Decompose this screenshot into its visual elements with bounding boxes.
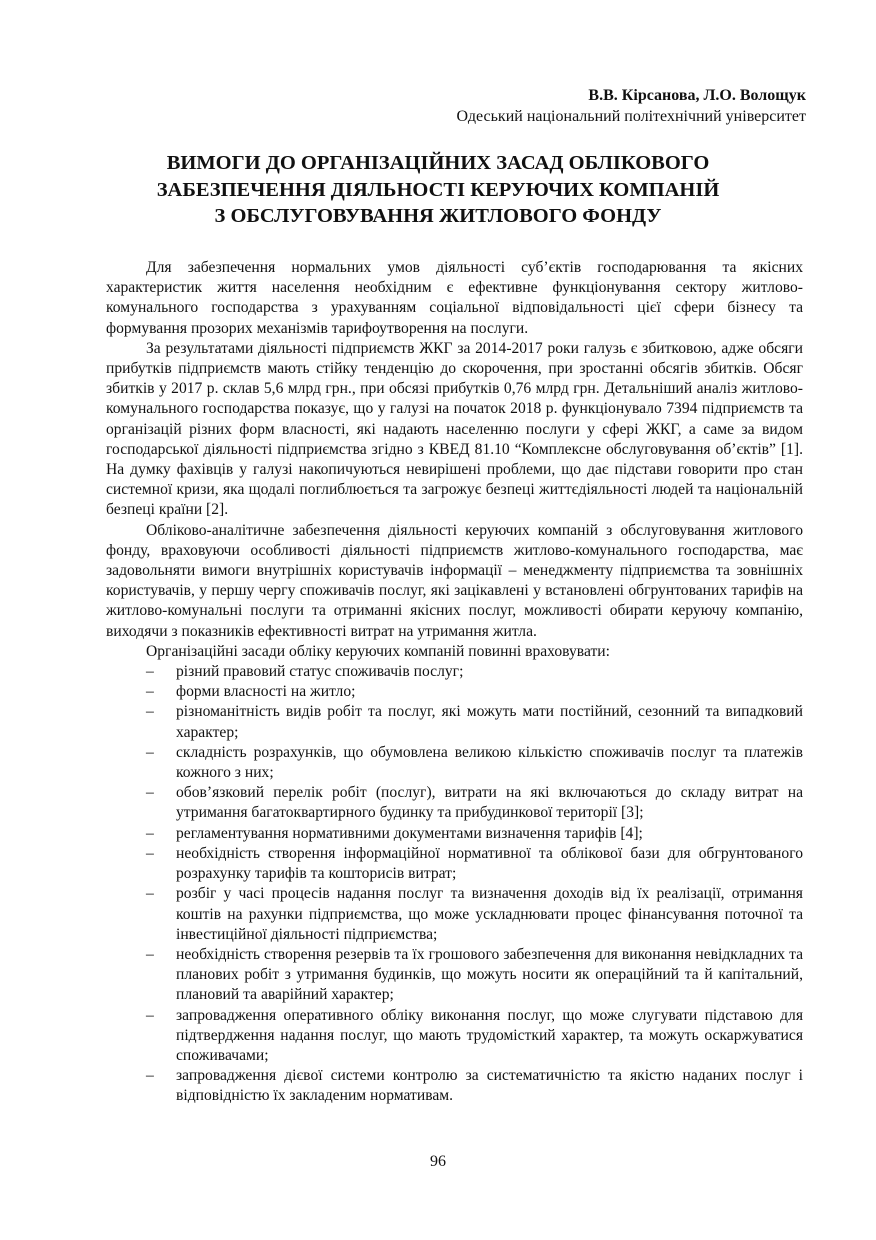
list-item: [106, 662, 803, 682]
list-item: [106, 1066, 803, 1106]
list-item-text: регламентування нормативними документами визначення тарифів [4];: [176, 824, 643, 842]
list-item-text: розбіг у часі процесів надання послуг та визначення доходів від їх реалізації, отримання коштів на рахунки підприємства, що може ускладнювати процес фінансування поточної та інвестиційної діяльності підприємства;: [176, 885, 803, 943]
list-item-text: різний правовий статус споживачів послуг;: [176, 663, 464, 681]
paragraph: Обліково-аналітичне забезпечення діяльності керуючих компаній з обслуговування житлового фонду, враховуючи особливості діяльності підприємств житлово-комунального господарства, має задовольняти вимоги внутрішніх користувачів інформації – менеджменту підприємства та зовнішніх користувачів, у першу чергу споживачів послуг, які зацікавлені у встановлені обгрунтованих тарифів на житлово-комунальні послуги та отриманні якісних послуг, можливості обирати керуючу компанію, виходячи з показників ефективності витрат на утримання житла.: [106, 521, 803, 640]
authors: В.В. Кірсанова, Л.О. Волощук: [588, 87, 806, 104]
title-line: З ОБСЛУГОВУВАННЯ ЖИТЛОВОГО ФОНДУ: [214, 205, 662, 227]
title-line: ВИМОГИ ДО ОРГАНІЗАЦІЙНИХ ЗАСАД ОБЛІКОВОГО: [166, 152, 710, 174]
list-item: [106, 945, 803, 1006]
dash-marker: –: [146, 885, 154, 903]
dash-marker: –: [146, 663, 154, 681]
title-line: ЗАБЕЗПЕЧЕННЯ ДІЯЛЬНОСТІ КЕРУЮЧИХ КОМПАНІЙ: [156, 178, 720, 201]
dash-marker: –: [146, 784, 154, 802]
list-item-text: необхідність створення резервів та їх грошового забезпечення для виконання невідкладних та планових робіт з утримання будинків, що можуть носити як операційний та й капітальний, плановий та аварійний характер;: [176, 945, 803, 1004]
list-item: [106, 844, 803, 884]
list-item: [106, 682, 803, 702]
list-item: [106, 702, 803, 742]
dash-marker: –: [146, 844, 154, 862]
affiliation: Одеський національний політехнічний університет: [456, 108, 806, 125]
list-item-text: різноманітність видів робіт та послуг, які можуть мати постійний, сезонний та випадковий характер;: [176, 703, 803, 741]
page-number: 96: [430, 1153, 446, 1170]
requirements-list: [106, 662, 803, 1106]
list-item: [106, 783, 803, 823]
article-body: [106, 258, 803, 1107]
list-item-text: обов’язковий перелік робіт (послуг), витрати на які включаються до складу витрат на утримання багатоквартирного будинку та прибудинкової території [3];: [176, 784, 803, 822]
dash-marker: –: [146, 743, 154, 761]
list-item-text: складність розрахунків, що обумовлена великою кількістю споживачів послуг та платежів кожного з них;: [176, 743, 803, 782]
dash-marker: –: [146, 824, 154, 842]
list-item-text: запровадження дієвої системи контролю за систематичністю та якістю наданих послуг і відповідністю їх закладеним нормативам.: [176, 1067, 803, 1105]
list-item: [106, 824, 803, 844]
dash-marker: –: [146, 945, 154, 963]
list-item-text: форми власності на житло;: [176, 683, 356, 701]
paragraph: Для забезпечення нормальних умов діяльності суб’єктів господарювання та якісних характеристик життя населення необхідним є ефективне функціонування сектору житлово-комунального господарства з урахуванням соціальної відповідальності цієї сфери бізнесу та формування прозорих механізмів тарифоутворення на послуги.: [106, 259, 803, 337]
list-item-text: необхідність створення інформаційної нормативної та облікової бази для обгрунтованого розрахунку тарифів та кошторисів витрат;: [176, 844, 803, 883]
dash-marker: –: [146, 683, 154, 701]
dash-marker: –: [146, 1067, 154, 1085]
dash-marker: –: [146, 703, 154, 721]
list-item-text: запровадження оперативного обліку виконання послуг, що може слугувати підставою для підтвердження надання послуг, що мають трудомісткий характер, та можуть оскаржуватися споживачами;: [176, 1006, 803, 1064]
list-item: [106, 743, 803, 783]
list-item: [106, 1006, 803, 1067]
list-intro: Організаційні засади обліку керуючих компаній повинні враховувати:: [146, 642, 610, 660]
article-title: [80, 150, 796, 230]
paragraph: За результатами діяльності підприємств ЖКГ за 2014-2017 роки галузь є збитковою, адже обсяги прибутків підприємств мають стійку тенденцію до скорочення, при зростанні обсягів збитків. Обсяг збитків у 2017 р. склав 5,6 млрд грн., при обсязі прибутків 0,76 млрд грн. Детальніший аналіз житлово-комунального господарства показує, що у галузі на початок 2018 р. функціонувало 7394 підприємств та організацій різних форм власності, які надають населенню послуги у сфері ЖКГ, а саме за видом господарської діяльності підприємства згідно з КВЕД 81.10 “Комплексне обслуговування об’єктів” [1]. На думку фахівців у галузі накопичуються невирішені проблеми, що дає підстави говорити про стан системної кризи, яка щодалі поглиблюється та загрожує безпеці життєдіяльності людей та національній безпеці країни [2].: [106, 339, 803, 519]
dash-marker: –: [146, 1006, 154, 1024]
list-item: [106, 884, 803, 945]
